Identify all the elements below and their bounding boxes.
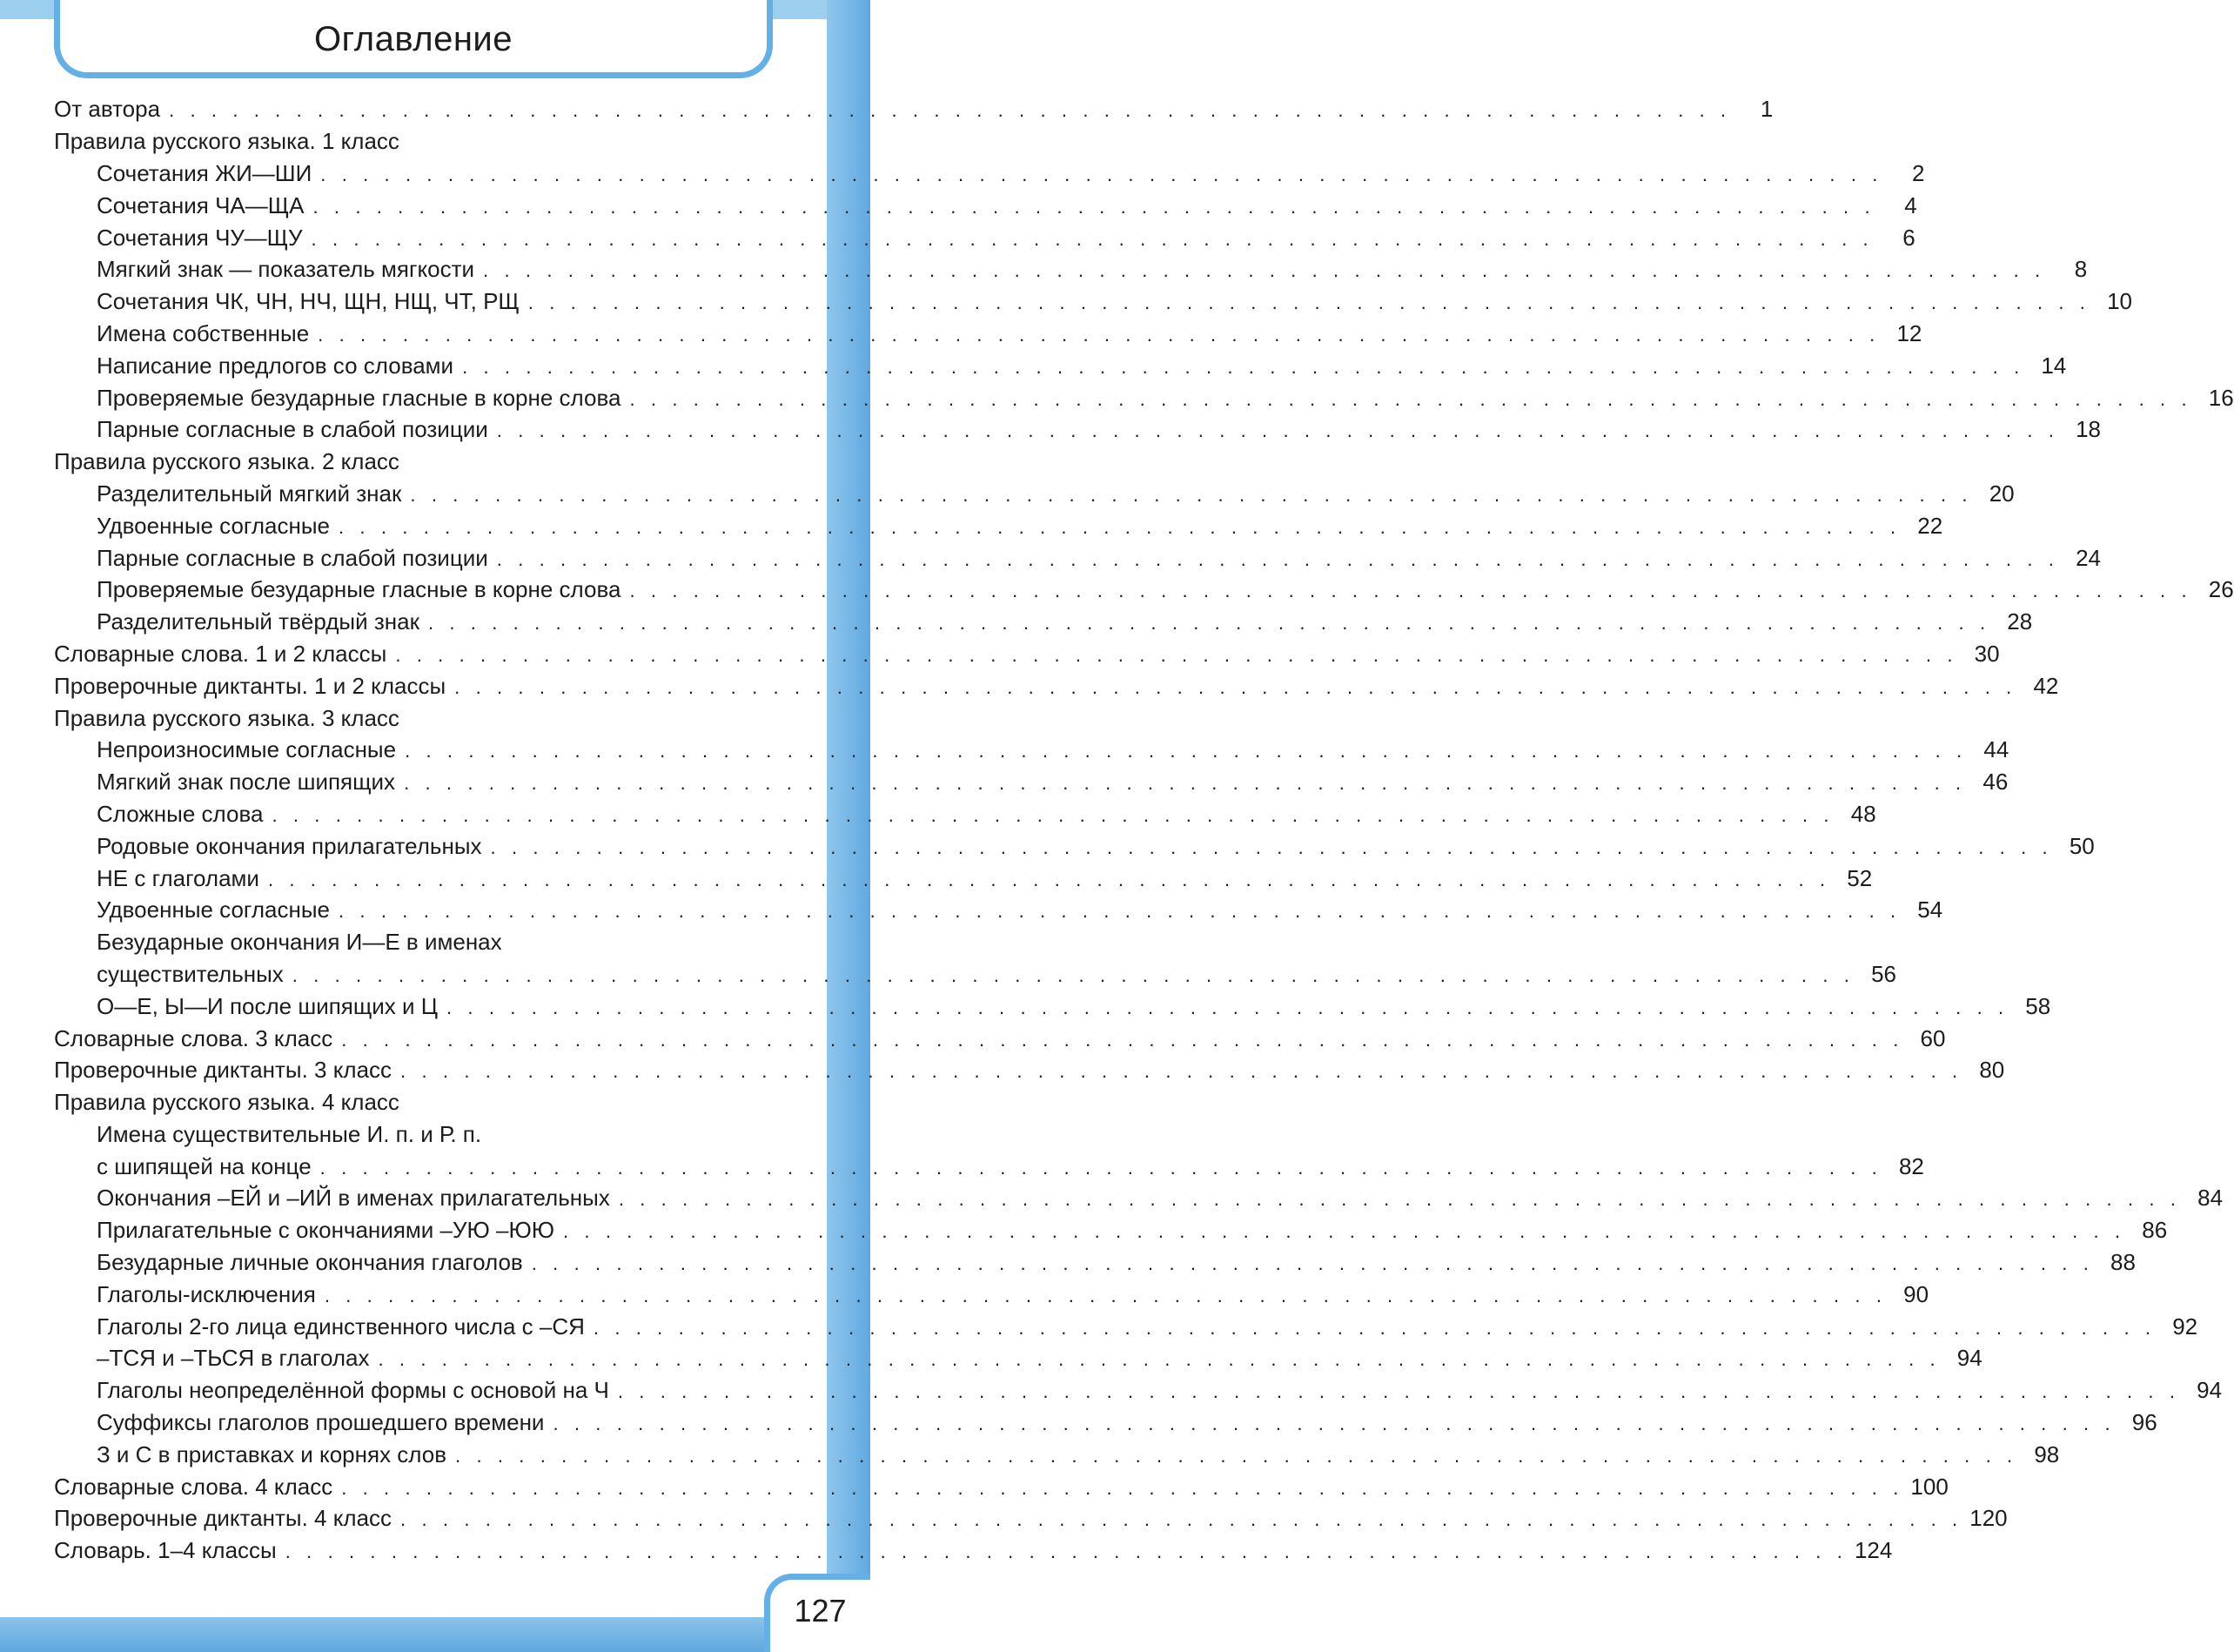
dot-leader: . . . . . . . . . . . . . . . . . . . . . . . . . . . . . . . . . . . . . . . . . . . . . . . . . . . . . . . . . . . . . . . . . . . . . . . . . .	[341, 1476, 1904, 1499]
toc-entry	[54, 1438, 2060, 1470]
toc-entry-title: Правила русского языка. 3 класс	[54, 704, 399, 731]
toc-entry-title: Удвоенные согласные	[97, 897, 330, 923]
dot-leader: . . . . . . . . . . . . . . . . . . . . . . . . . . . . . . . . . . . . . . . . . . . . . . . . . . . . . . . . . . . . . . . . . . . . . . . . . .	[427, 612, 1991, 635]
toc-entry-title: Словарные слова. 3 класс	[54, 1024, 333, 1051]
toc-entry-title: Сочетания ЧА—ЩА	[97, 191, 305, 218]
toc-entry-page: 8	[2074, 256, 2088, 283]
toc-entry-title: З и С в приставках и корнях слов	[97, 1440, 447, 1467]
toc-entry	[54, 381, 2234, 413]
toc-entry	[54, 734, 2009, 766]
toc-entry-title: Глаголы-исключения	[97, 1280, 316, 1307]
toc-entry	[54, 478, 2015, 510]
toc-entry-title: Мягкий знак — показатель мягкости	[97, 256, 475, 283]
toc-entry	[54, 1246, 2136, 1279]
dot-leader: . . . . . . . . . . . . . . . . . . . . . . . . . . . . . . . . . . . . . . . . . . . . . . . . . . . . . . . . . . . . . . . . . . . . . . . . . .	[527, 292, 2091, 314]
toc-entry	[54, 318, 1922, 350]
toc-entry-title: Проверочные диктанты. 1 и 2 классы	[54, 672, 446, 699]
toc-entry-page: 88	[2110, 1249, 2136, 1276]
dot-leader: . . . . . . . . . . . . . . . . . . . . . . . . . . . . . . . . . . . . . . . . . . . . . . . . . . . . . . . . . . . . . . . . . . . . . . . . . .	[629, 387, 2192, 410]
toc-entry-page: 26	[2208, 576, 2234, 603]
dot-leader: . . . . . . . . . . . . . . . . . . . . . . . . . . . . . . . . . . . . . . . . . . . . . . . . . . . . . . . . . . . . . . . . . . . . . . . . . .	[378, 1348, 1941, 1371]
toc-entry-title: Правила русского языка. 4 класс	[54, 1089, 399, 1116]
dot-leader: . . . . . . . . . . . . . . . . . . . . . . . . . . . . . . . . . . . . . . . . . . . . . . . . . . . . . . . . . . . . . . . . . . . . . . . . . .	[454, 675, 2017, 698]
toc-entry-page: 1	[1760, 96, 1774, 123]
toc-entry-page: 60	[1920, 1024, 1946, 1051]
toc-entry	[54, 221, 1915, 253]
toc-entry-title: Парные согласные в слабой позиции	[97, 544, 488, 571]
dot-leader: . . . . . . . . . . . . . . . . . . . . . . . . . . . . . . . . . . . . . . . . . . . . . . . . . . . . . . . . . . . . . . . . . . . . . . . . . .	[629, 580, 2192, 602]
toc-entry	[54, 125, 773, 158]
toc-entry	[54, 1150, 1924, 1182]
dot-leader: . . . . . . . . . . . . . . . . . . . . . . . . . . . . . . . . . . . . . . . . . . . . . . . . . . . . . . . . . . . . . . . . . . . . . . . . . .	[320, 163, 1883, 185]
toc-entry	[54, 990, 2051, 1022]
toc-entry-title: Проверочные диктанты. 3 класс	[54, 1057, 392, 1084]
page-number: 127	[794, 1592, 847, 1628]
page-title: Оглавление	[313, 20, 513, 58]
dot-leader: . . . . . . . . . . . . . . . . . . . . . . . . . . . . . . . . . . . . . . . . . . . . . . . . . . . . . . . . . . . . . . . . . . . . . . . . . .	[169, 99, 1732, 122]
toc-entry	[54, 702, 773, 734]
dot-leader: . . . . . . . . . . . . . . . . . . . . . . . . . . . . . . . . . . . . . . . . . . . . . . . . . . . . . . . . . . . . . . . . . . . . . . . . . .	[531, 1252, 2094, 1275]
toc-entry-title: Безударные окончания И—Е в именах	[97, 929, 502, 956]
toc-entry-page: 28	[2007, 608, 2033, 635]
toc-entry-page: 58	[2025, 992, 2051, 1019]
toc-entry-page: 56	[1871, 960, 1896, 987]
toc-entry-title: О—Е, Ы—И после шипящих и Ц	[97, 992, 438, 1019]
dot-leader: . . . . . . . . . . . . . . . . . . . . . . . . . . . . . . . . . . . . . . . . . . . . . . . . . . . . . . . . . . . . . . . . . . . . . . . . . .	[462, 355, 2025, 378]
toc-entry-title: Имена существительные И. п. и Р. п.	[97, 1120, 482, 1147]
toc-entry	[54, 1310, 2198, 1342]
dot-leader: . . . . . . . . . . . . . . . . . . . . . . . . . . . . . . . . . . . . . . . . . . . . . . . . . . . . . . . . . . . . . . . . . . . . . . . . . .	[593, 1316, 2157, 1339]
toc-entry-page: 84	[2197, 1185, 2224, 1212]
toc-entry-page: 14	[2041, 352, 2067, 379]
toc-entry	[54, 93, 1774, 125]
toc-entry-page: 82	[1898, 1152, 1924, 1179]
toc-entry	[54, 894, 1943, 926]
toc-entry-page: 92	[2172, 1313, 2198, 1340]
toc-entry	[54, 349, 2067, 381]
toc-entry-title: Родовые окончания прилагательных	[97, 832, 482, 859]
toc-entry-page: 4	[1904, 191, 1917, 218]
dot-leader: . . . . . . . . . . . . . . . . . . . . . . . . . . . . . . . . . . . . . . . . . . . . . . . . . . . . . . . . . . . . . . . . . . . . . . . . . .	[272, 803, 1835, 826]
toc-entry	[54, 638, 2000, 670]
toc-entry	[54, 1086, 773, 1118]
toc-entry-title: Проверочные диктанты. 4 класс	[54, 1505, 392, 1532]
toc-entry	[54, 509, 1943, 541]
toc-entry-title: Разделительный твёрдый знак	[97, 608, 419, 635]
toc-entry-page: 120	[1969, 1505, 2008, 1532]
dot-leader: . . . . . . . . . . . . . . . . . . . . . . . . . . . . . . . . . . . . . . . . . . . . . . . . . . . . . . . . . . . . . . . . . . . . . . . . . .	[446, 996, 2009, 1018]
toc-entry-title: Окончания –ЕЙ и –ИЙ в именах прилагательных	[97, 1185, 610, 1212]
toc-entry-title: Непроизносимые согласные	[97, 736, 397, 763]
toc-entry-page: 2	[1912, 159, 1925, 186]
toc-entry	[54, 446, 773, 478]
toc-entry-page: 124	[1854, 1537, 1893, 1564]
toc-entry-title: существительных	[97, 960, 284, 987]
toc-entry	[54, 1342, 1982, 1374]
toc-entry-page: 90	[1903, 1280, 1929, 1307]
toc-entry	[54, 958, 1896, 991]
toc-entry-page: 48	[1850, 800, 1876, 827]
toc-entry-title: Сложные слова	[97, 800, 264, 827]
toc-entry	[54, 1278, 1929, 1310]
bottom-decor-band	[0, 1617, 870, 1652]
toc-entry-title: Удвоенные согласные	[97, 512, 330, 539]
toc-entry-page: 94	[1956, 1345, 1982, 1372]
dot-leader: . . . . . . . . . . . . . . . . . . . . . . . . . . . . . . . . . . . . . . . . . . . . . . . . . . . . . . . . . . . . . . . . . . . . . . . . . .	[400, 1060, 1963, 1083]
toc-entry	[54, 413, 2101, 446]
toc-entry	[54, 1214, 2168, 1246]
dot-leader: . . . . . . . . . . . . . . . . . . . . . . . . . . . . . . . . . . . . . . . . . . . . . . . . . . . . . . . . . . . . . . . . . . . . . . . . . .	[341, 1028, 1904, 1051]
toc-entry-page: 10	[2107, 288, 2133, 315]
dot-leader: . . . . . . . . . . . . . . . . . . . . . . . . . . . . . . . . . . . . . . . . . . . . . . . . . . . . . . . . . . . . . . . . . . . . . . . . . .	[292, 964, 1855, 986]
toc-entry-page: 54	[1917, 897, 1943, 923]
toc-entry-page: 86	[2142, 1217, 2168, 1244]
toc-entry-title: с шипящей на конце	[97, 1152, 312, 1179]
toc-entry-page: 20	[1989, 480, 2015, 507]
toc-entry	[54, 285, 2133, 318]
dot-leader: . . . . . . . . . . . . . . . . . . . . . . . . . . . . . . . . . . . . . . . . . . . . . . . . . . . . . . . . . . . . . . . . . . . . . . . . . .	[318, 323, 1881, 346]
toc-entry-title: Словарные слова. 1 и 2 классы	[54, 640, 387, 667]
toc-entry	[54, 158, 1925, 190]
dot-leader: . . . . . . . . . . . . . . . . . . . . . . . . . . . . . . . . . . . . . . . . . . . . . . . . . . . . . . . . . . . . . . . . . . . . . . . . . .	[339, 900, 1902, 923]
toc-entry-page: 24	[2076, 544, 2101, 571]
toc-entry	[54, 1054, 2005, 1086]
toc-entry-page: 80	[1979, 1057, 2005, 1084]
toc-entry	[54, 541, 2101, 574]
toc-entry	[54, 1407, 2157, 1439]
toc-entry-page: 96	[2131, 1409, 2157, 1436]
toc-entry-title: Разделительный мягкий знак	[97, 480, 402, 507]
toc-entry	[54, 253, 2088, 285]
dot-leader: . . . . . . . . . . . . . . . . . . . . . . . . . . . . . . . . . . . . . . . . . . . . . . . . . . . . . . . . . . . . . . . . . . . . . . . . . .	[285, 1541, 1848, 1563]
toc-entry-title: Словарные слова. 4 класс	[54, 1473, 333, 1500]
toc-entry-page: 94	[2197, 1377, 2223, 1404]
toc-entry-title: Словарь. 1–4 классы	[54, 1537, 277, 1564]
toc-entry	[54, 1118, 773, 1151]
toc-entry	[54, 606, 2033, 638]
dot-leader: . . . . . . . . . . . . . . . . . . . . . . . . . . . . . . . . . . . . . . . . . . . . . . . . . . . . . . . . . . . . . . . . . . . . . . . . . .	[405, 740, 1968, 762]
toc-entry-title: Прилагательные с окончаниями –УЮ –ЮЮ	[97, 1217, 554, 1244]
toc-entry-title: Мягкий знак после шипящих	[97, 769, 396, 796]
page-number-tab	[764, 1574, 870, 1652]
toc-entry-page: 42	[2033, 672, 2059, 699]
toc-entry-title: –ТСЯ и –ТЬСЯ в глаголах	[97, 1345, 370, 1372]
toc-entry-page: 52	[1847, 864, 1873, 891]
toc-entry-page: 6	[1902, 224, 1915, 251]
title-frame	[54, 0, 773, 78]
dot-leader: . . . . . . . . . . . . . . . . . . . . . . . . . . . . . . . . . . . . . . . . . . . . . . . . . . . . . . . . . . . . . . . . . . . . . . . . . .	[617, 1380, 2181, 1403]
toc-entry-title: Написание предлогов со словами	[97, 352, 454, 379]
toc-entry-title: Правила русского языка. 1 класс	[54, 128, 399, 155]
toc-entry	[54, 766, 2009, 798]
dot-leader: . . . . . . . . . . . . . . . . . . . . . . . . . . . . . . . . . . . . . . . . . . . . . . . . . . . . . . . . . . . . . . . . . . . . . . . . . .	[562, 1220, 2126, 1243]
toc-entry-title: Проверяемые безударные гласные в корне слова	[97, 384, 621, 411]
dot-leader: . . . . . . . . . . . . . . . . . . . . . . . . . . . . . . . . . . . . . . . . . . . . . . . . . . . . . . . . . . . . . . . . . . . . . . . . . .	[455, 1444, 2018, 1467]
toc-entry-title: Глаголы 2-го лица единственного числа с –СЯ	[97, 1313, 585, 1340]
toc-entry-title: Сочетания ЧУ—ЩУ	[97, 224, 303, 251]
dot-leader: . . . . . . . . . . . . . . . . . . . . . . . . . . . . . . . . . . . . . . . . . . . . . . . . . . . . . . . . . . . . . . . . . . . . . . . . . .	[319, 1156, 1882, 1179]
toc-entry-page: 12	[1896, 319, 1922, 346]
toc-entry	[54, 574, 2234, 606]
toc-entry	[54, 1534, 1893, 1567]
toc-entry-page: 18	[2076, 416, 2101, 443]
toc-entry-title: Безударные личные окончания глаголов	[97, 1249, 523, 1276]
toc-entry-page: 44	[1983, 736, 2009, 763]
dot-leader: . . . . . . . . . . . . . . . . . . . . . . . . . . . . . . . . . . . . . . . . . . . . . . . . . . . . . . . . . . . . . . . . . . . . . . . . . .	[312, 195, 1875, 218]
toc-entry-page: 98	[2034, 1440, 2060, 1467]
toc-entry	[54, 926, 773, 958]
dot-leader: . . . . . . . . . . . . . . . . . . . . . . . . . . . . . . . . . . . . . . . . . . . . . . . . . . . . . . . . . . . . . . . . . . . . . . . . . .	[490, 836, 2053, 858]
toc-entry-title: От автора	[54, 96, 161, 123]
toc-entry-title: Суффиксы глаголов прошедшего времени	[97, 1409, 545, 1436]
toc-entry-title: Парные согласные в слабой позиции	[97, 416, 488, 443]
toc-entry-page: 22	[1917, 512, 1943, 539]
toc-entry-title: Сочетания ЖИ—ШИ	[97, 159, 312, 186]
dot-leader: . . . . . . . . . . . . . . . . . . . . . . . . . . . . . . . . . . . . . . . . . . . . . . . . . . . . . . . . . . . . . . . . . . . . . . . . . .	[267, 868, 1831, 890]
toc-entry	[54, 1182, 2224, 1214]
toc-entry-page: 100	[1910, 1473, 1949, 1500]
toc-entry	[54, 829, 2095, 862]
dot-leader: . . . . . . . . . . . . . . . . . . . . . . . . . . . . . . . . . . . . . . . . . . . . . . . . . . . . . . . . . . . . . . . . . . . . . . . . . .	[618, 1188, 2182, 1211]
toc-entry-page: 30	[1974, 640, 2000, 667]
dot-leader: . . . . . . . . . . . . . . . . . . . . . . . . . . . . . . . . . . . . . . . . . . . . . . . . . . . . . . . . . . . . . . . . . . . . . . . . . .	[400, 1508, 1963, 1531]
table-of-contents	[54, 93, 2234, 1567]
toc-entry	[54, 189, 1917, 221]
toc-entry-title: Сочетания ЧК, ЧН, НЧ, ЩН, НЩ, ЧТ, РЩ	[97, 288, 520, 315]
toc-entry	[54, 1470, 1949, 1502]
toc-entry-title: Глаголы неопределённой формы с основой на Ч	[97, 1377, 609, 1404]
dot-leader: . . . . . . . . . . . . . . . . . . . . . . . . . . . . . . . . . . . . . . . . . . . . . . . . . . . . . . . . . . . . . . . . . . . . . . . . . .	[404, 772, 1967, 795]
toc-entry	[54, 669, 2059, 702]
dot-leader: . . . . . . . . . . . . . . . . . . . . . . . . . . . . . . . . . . . . . . . . . . . . . . . . . . . . . . . . . . . . . . . . . . . . . . . . . .	[553, 1413, 2116, 1435]
toc-entry-page: 46	[1982, 769, 2009, 796]
dot-leader: . . . . . . . . . . . . . . . . . . . . . . . . . . . . . . . . . . . . . . . . . . . . . . . . . . . . . . . . . . . . . . . . . . . . . . . . . .	[311, 227, 1874, 250]
dot-leader: . . . . . . . . . . . . . . . . . . . . . . . . . . . . . . . . . . . . . . . . . . . . . . . . . . . . . . . . . . . . . . . . . . . . . . . . . .	[410, 483, 1973, 506]
dot-leader: . . . . . . . . . . . . . . . . . . . . . . . . . . . . . . . . . . . . . . . . . . . . . . . . . . . . . . . . . . . . . . . . . . . . . . . . . .	[324, 1284, 1888, 1306]
toc-entry	[54, 1374, 2223, 1407]
toc-entry-title: Правила русского языка. 2 класс	[54, 448, 399, 475]
dot-leader: . . . . . . . . . . . . . . . . . . . . . . . . . . . . . . . . . . . . . . . . . . . . . . . . . . . . . . . . . . . . . . . . . . . . . . . . . .	[483, 259, 2046, 282]
toc-entry-page: 50	[2069, 832, 2095, 859]
toc-entry-title: Имена собственные	[97, 319, 310, 346]
toc-entry	[54, 798, 1876, 830]
toc-entry	[54, 1022, 1946, 1054]
toc-entry-title: НЕ с глаголами	[97, 864, 259, 891]
dot-leader: . . . . . . . . . . . . . . . . . . . . . . . . . . . . . . . . . . . . . . . . . . . . . . . . . . . . . . . . . . . . . . . . . . . . . . . . . .	[496, 420, 2059, 442]
toc-entry-title: Проверяемые безударные гласные в корне слова	[97, 576, 621, 603]
dot-leader: . . . . . . . . . . . . . . . . . . . . . . . . . . . . . . . . . . . . . . . . . . . . . . . . . . . . . . . . . . . . . . . . . . . . . . . . . .	[496, 547, 2059, 570]
dot-leader: . . . . . . . . . . . . . . . . . . . . . . . . . . . . . . . . . . . . . . . . . . . . . . . . . . . . . . . . . . . . . . . . . . . . . . . . . .	[339, 515, 1902, 538]
toc-entry	[54, 1502, 2008, 1534]
dot-leader: . . . . . . . . . . . . . . . . . . . . . . . . . . . . . . . . . . . . . . . . . . . . . . . . . . . . . . . . . . . . . . . . . . . . . . . . . .	[395, 643, 1958, 666]
toc-entry	[54, 862, 1873, 894]
toc-entry-page: 16	[2208, 384, 2234, 411]
